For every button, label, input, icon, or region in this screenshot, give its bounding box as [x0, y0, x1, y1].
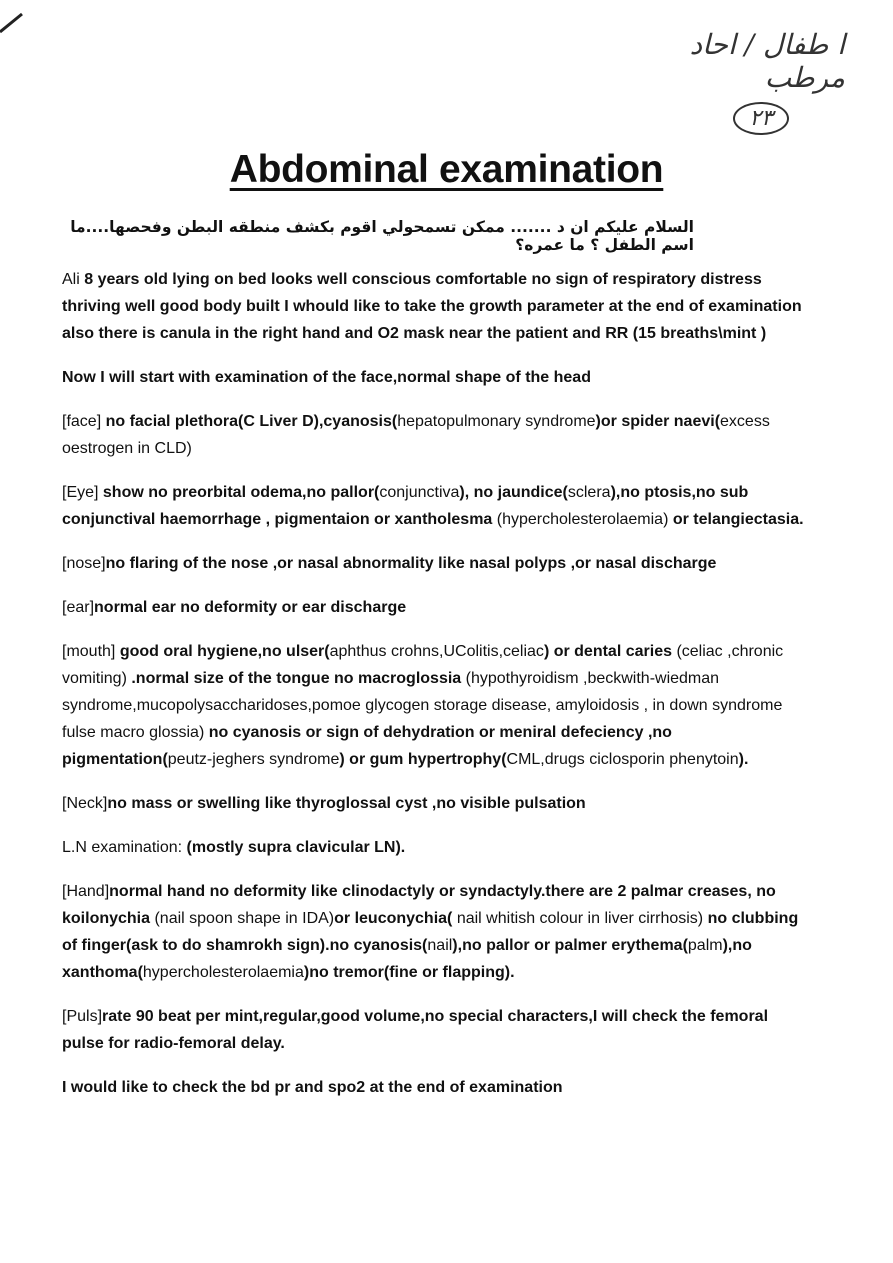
text-run: hypercholesterolaemia: [142, 964, 304, 981]
handwritten-note: [605, 28, 845, 135]
text-run: .normal size of the tongue no macroglossia: [126, 670, 466, 687]
text-run: (hypercholesterolaemia): [496, 511, 669, 528]
text-run: [nose]: [62, 555, 106, 572]
text-run: Now I will start with examination of the face,normal shape of the head: [62, 369, 591, 386]
text-run: [mouth]: [62, 643, 120, 660]
exam-paragraph: [62, 834, 807, 861]
text-run: no clubbing of finger(ask to do shamrokh sign).no cyanosis(: [62, 910, 799, 954]
text-run: no cyanosis or sign of dehydration or meniral defeciency ,no pigmentation(: [62, 724, 672, 768]
text-run: sclera: [567, 484, 611, 501]
text-run: nail whitish colour in liver cirrhosis): [456, 910, 704, 927]
text-run: aphthus crohns,UColitis,celiac: [329, 643, 544, 660]
exam-paragraph: [62, 550, 807, 577]
page-title-wrap: [0, 148, 893, 192]
text-run: show no preorbital odema,no pallor(: [102, 484, 380, 501]
text-run: good oral hygiene,no ulser(: [119, 643, 330, 660]
exam-paragraph: [62, 594, 807, 621]
text-run: ) or gum hypertrophy(: [339, 751, 507, 768]
text-run: [Eye]: [62, 484, 103, 501]
text-run: )or spider naevi(: [595, 413, 721, 430]
handwritten-label: ا طفال / احاد مرطب: [689, 28, 845, 94]
text-run: I would like to check the bd pr and spo2 at the end of examination: [62, 1079, 563, 1096]
text-run: ),no pallor or palmer erythema(: [452, 937, 688, 954]
text-run: (nail spoon shape in IDA): [154, 910, 335, 927]
text-run: normal hand no deformity like clinodactyly or syndactyly.there are 2 palmar creases, no koilonychia: [62, 883, 776, 927]
text-run: hepatopulmonary syndrome: [397, 413, 596, 430]
text-run: no flaring of the nose ,or nasal abnormality like nasal polyps ,or nasal discharge: [105, 555, 717, 572]
exam-paragraph: [62, 364, 807, 391]
arabic-greeting: السلام عليكم ان د ....... ممكن تسمحولي اقوم بكشف منطقه البطن وفحصها....ما اسم الطفل ؟ ما عمره؟: [70, 218, 694, 254]
text-run: (mostly supra clavicular LN).: [186, 839, 406, 856]
exam-paragraph: [62, 638, 807, 773]
text-run: [face]: [62, 413, 106, 430]
text-run: rate 90 beat per mint,regular,good volume,no special characters,I will check the femoral pulse for radio-femoral delay.: [62, 1008, 769, 1052]
handwritten-page-number: ٢٣: [733, 102, 789, 135]
text-run: (celiac ,chronic vomiting): [62, 643, 784, 687]
exam-paragraph: [62, 408, 807, 462]
text-run: peutz-jeghers syndrome: [167, 751, 340, 768]
text-run: ),no ptosis,no sub conjunctival haemorrhage , pigmentaion or xantholesma: [62, 484, 749, 528]
text-run: nail: [427, 937, 453, 954]
text-run: or leuconychia(: [334, 910, 457, 927]
text-run: [Hand]: [62, 883, 110, 900]
document-body: [62, 266, 807, 1118]
text-run: palm: [687, 937, 723, 954]
text-run: ),no xanthoma(: [62, 937, 752, 981]
text-run: CML,drugs ciclosporin phenytoin: [506, 751, 739, 768]
text-run: ) or dental caries: [543, 643, 677, 660]
text-run: ).: [738, 751, 749, 768]
text-run: [Neck]: [62, 795, 108, 812]
text-run: 8 years old lying on bed looks well conscious comfortable no sign of respiratory distress thriving well good body built I whould like to take the growth parameter at the end of examination also there is canula in the right hand and O2 mask near the patient and RR (15 breaths\mint ): [62, 271, 802, 342]
text-run: Ali: [62, 271, 85, 288]
text-run: no facial plethora(C Liver D),cyanosis(: [105, 413, 398, 430]
exam-paragraph: [62, 479, 807, 533]
page-title: Abdominal examination: [229, 148, 664, 191]
text-run: [Puls]: [62, 1008, 103, 1025]
text-run: no mass or swelling like thyroglossal cyst ,no visible pulsation: [107, 795, 586, 812]
exam-paragraph: [62, 266, 807, 347]
text-run: ), no jaundice(: [459, 484, 568, 501]
exam-paragraph: [62, 1003, 807, 1057]
text-run: excess oestrogen in CLD): [62, 413, 770, 457]
exam-paragraph: [62, 878, 807, 986]
text-run: conjunctiva: [379, 484, 460, 501]
text-run: (hypothyroidism ,beckwith-wiedman syndrome,mucopolysaccharidoses,pomoe glycogen storage disease, amyloidosis , in down syndrome fulse macro glossia): [62, 670, 783, 741]
text-run: [ear]: [62, 599, 95, 616]
text-run: )no tremor(fine or flapping).: [303, 964, 515, 981]
corner-pen-mark: [0, 0, 40, 40]
exam-paragraph: [62, 790, 807, 817]
text-run: or telangiectasia.: [668, 511, 804, 528]
text-run: L.N examination:: [62, 839, 187, 856]
text-run: normal ear no deformity or ear discharge: [94, 599, 407, 616]
exam-paragraph: [62, 1074, 807, 1101]
